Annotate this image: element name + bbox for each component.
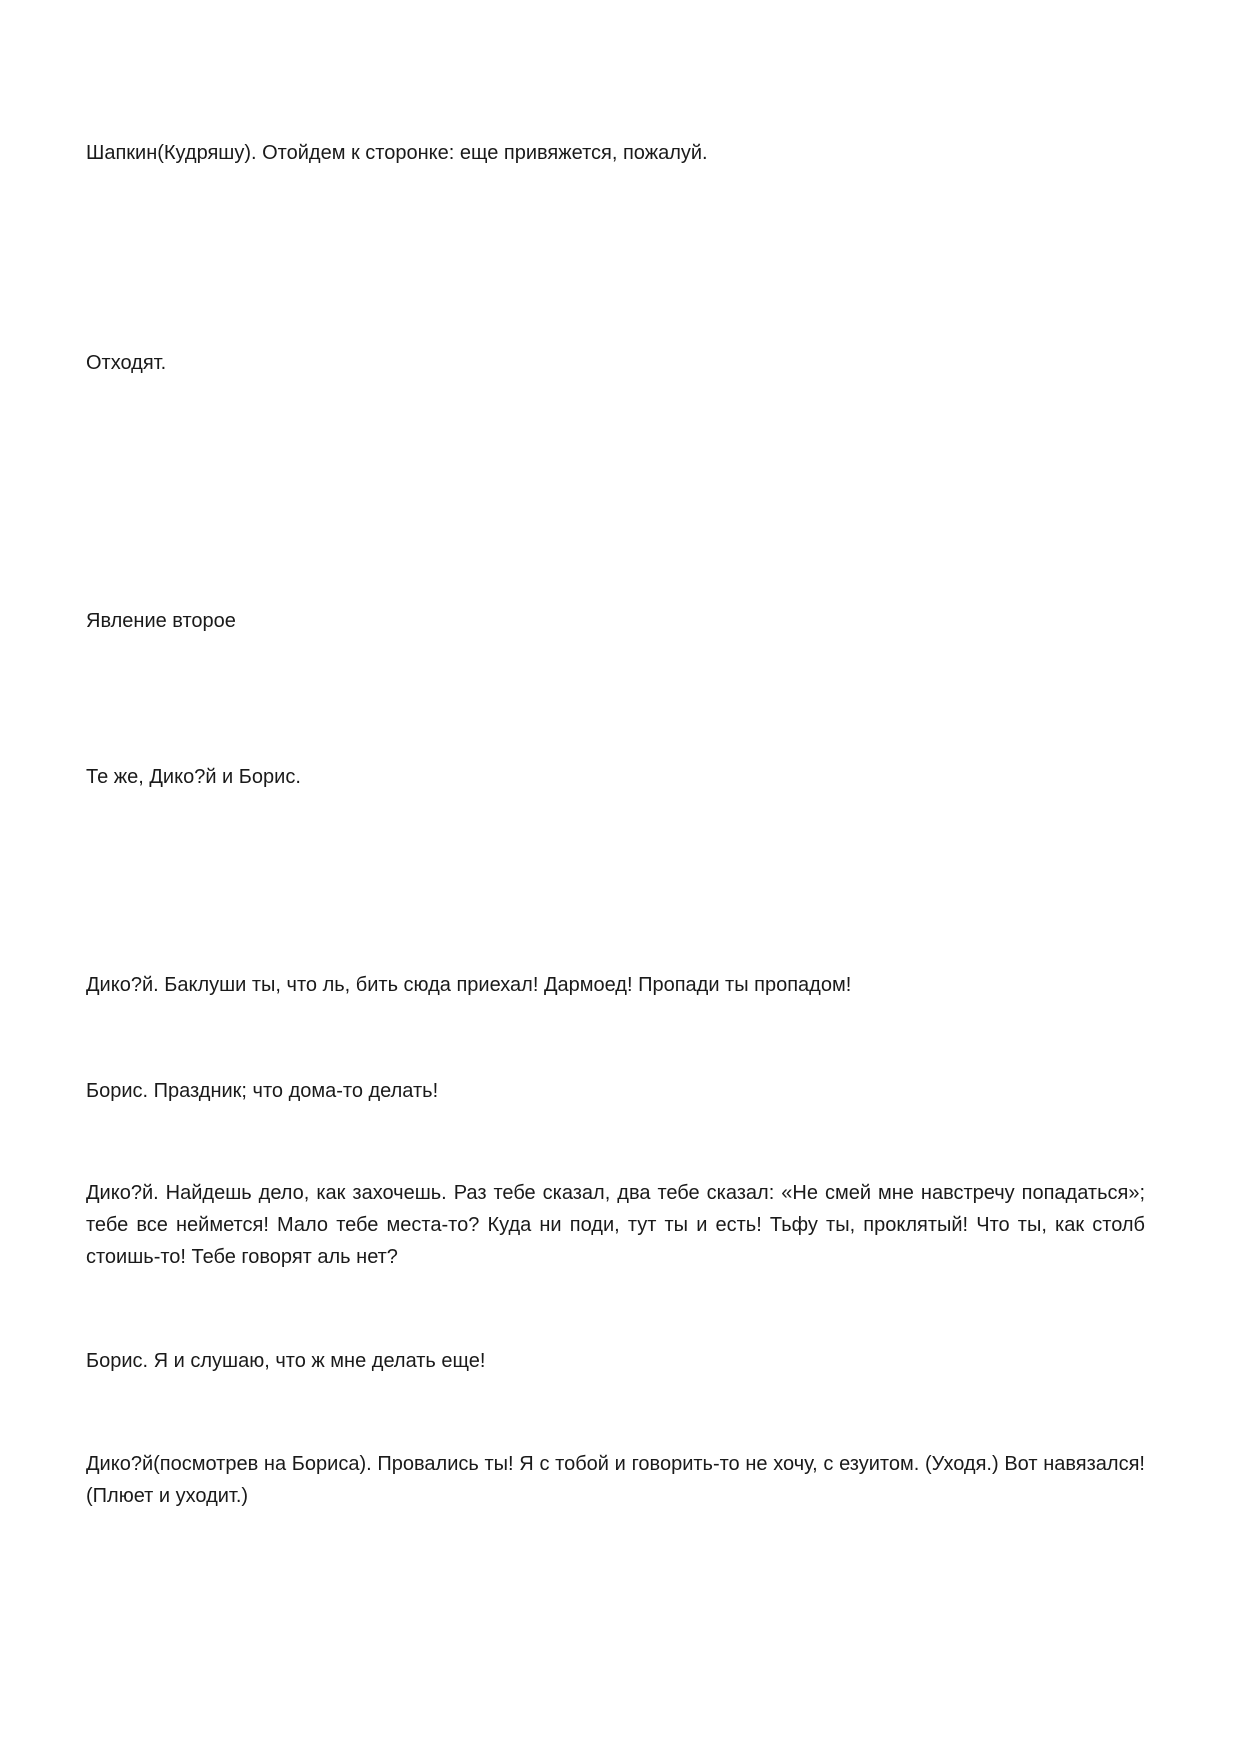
stage-line-dikoy-3: Дико?й(посмотрев на Бориса). Провались ты! Я с тобой и говорить-то не хочу, с езуитом. (Уходя.) Вот навязался! (Плюет и уходит.) bbox=[86, 1453, 1145, 1507]
stage-line-dikoy-2: Дико?й. Найдешь дело, как захочешь. Раз тебе сказал, два тебе сказал: «Не смей мне навстречу попадаться»; тебе все неймется! Мало тебе места-то? Куда ни поди, тут ты и есть! Тьфу ты, проклятый! Что ты, как столб стоишь-то! Тебе говорят аль нет? bbox=[86, 1182, 1145, 1268]
stage-line-shapkin: Шапкин(Кудряшу). Отойдем к сторонке: еще привяжется, пожалуй. bbox=[86, 142, 708, 164]
scene-heading: Явление второе bbox=[86, 610, 236, 632]
stage-direction-exit: Отходят. bbox=[86, 352, 167, 374]
stage-line-boris-2: Борис. Я и слушаю, что ж мне делать еще! bbox=[86, 1350, 486, 1372]
stage-line-dikoy-1: Дико?й. Баклуши ты, что ль, бить сюда приехал! Дармоед! Пропади ты пропадом! bbox=[86, 974, 852, 996]
scene-characters: Те же, Дико?й и Борис. bbox=[86, 766, 301, 788]
stage-line-boris-1: Борис. Праздник; что дома-то делать! bbox=[86, 1080, 439, 1102]
